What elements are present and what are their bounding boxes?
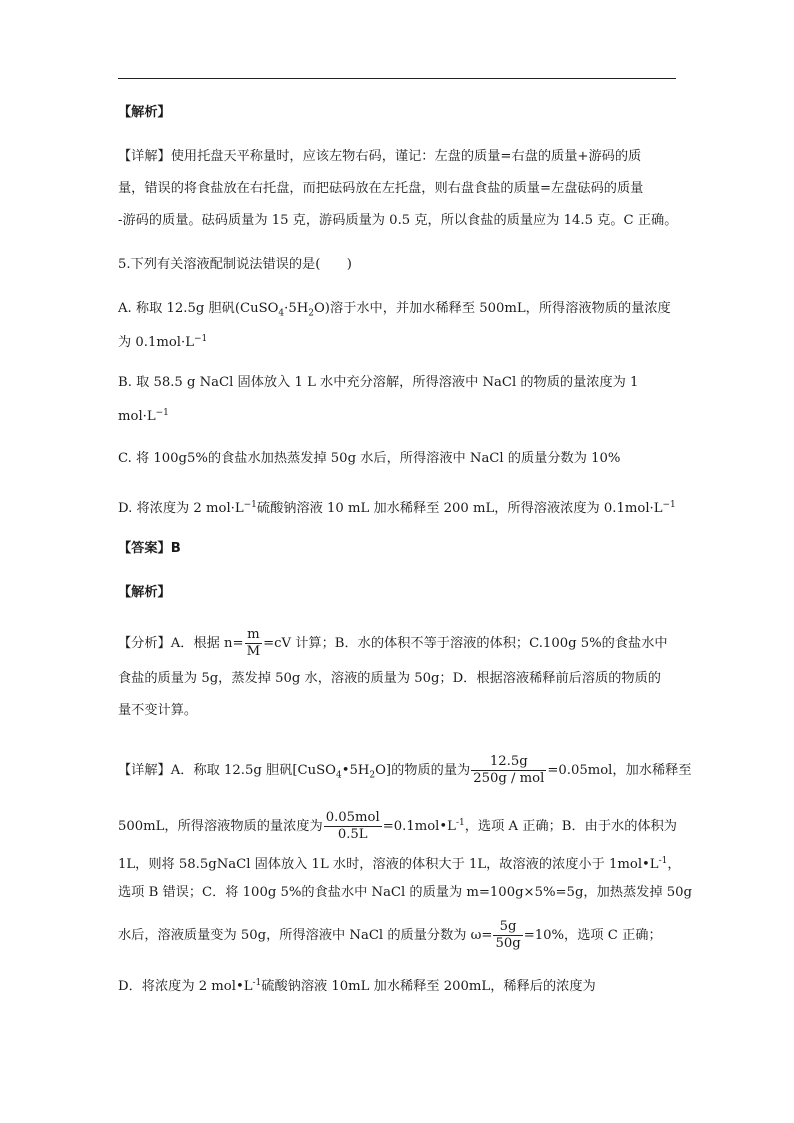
detail-text: =0.05mol，加水稀释至 [547, 763, 692, 778]
superscript: -1 [252, 978, 262, 988]
superscript: −1 [662, 500, 676, 510]
header-rule [118, 78, 676, 79]
prev-detail-line: 量，错误的将食盐放在右托盘，而把砝码放在左托盘，则右盘食盐的质量=左盘砝码的质量 [118, 181, 644, 196]
fraction-numerator: 0.05mol [325, 810, 380, 825]
detail-text: =10%，选项 C 正确； [523, 928, 662, 943]
fraction-denominator: 50g [495, 936, 521, 951]
subscript: 4 [335, 770, 342, 781]
superscript: −1 [243, 500, 257, 510]
superscript: −1 [155, 408, 169, 418]
fraction [245, 627, 263, 660]
fraction-numerator: m [245, 627, 263, 644]
option-b-text: mol·L [118, 409, 156, 424]
detail-text: 水后，溶液质量变为 50g，所得溶液中 NaCl 的质量分数为 ω= [118, 928, 493, 943]
superscript: -1 [455, 818, 465, 828]
option-a-cont [118, 330, 207, 352]
detail-text: =0.1mol•L [382, 819, 456, 834]
prev-detail-line: -游码的质量。砝码质量为 15 克，游码质量为 0.5 克，所以食盐的质量应为 14.5 克。C 正确。 [118, 213, 678, 228]
subscript: 4 [278, 308, 285, 319]
analysis-heading: 【解析】 [118, 585, 171, 600]
option-a-text: A. 称取 12.5g 胆矾(CuSO [118, 301, 279, 316]
superscript: -1 [658, 856, 668, 866]
analysis-text: 【分析】A．根据 n= [118, 636, 244, 651]
analysis-line: 量不变计算。 [118, 703, 198, 718]
analysis-line: 食盐的质量为 5g，蒸发掉 50g 水，溶液的质量为 50g；D．根据溶液稀释前后溶质的物质的 [118, 671, 661, 686]
subscript: 2 [369, 770, 376, 781]
option-a [118, 300, 671, 323]
detail-line [118, 852, 681, 874]
option-a-text: ·5H [284, 301, 309, 316]
fraction-numerator: 12.5g [471, 754, 546, 771]
detail-text: 【详解】A．称取 12.5g 胆矾[CuSO [118, 763, 336, 778]
detail-text: 500mL，所得溶液物质的量浓度为 [118, 819, 323, 834]
fraction-numerator: 5g [493, 919, 522, 936]
fraction-denominator: M [246, 644, 261, 659]
answer: 【答案】B [118, 541, 181, 556]
detail-text: O]的物质的量为 [375, 763, 471, 778]
analysis-text: =cV 计算；B．水的体积不等于溶液的体积；C.100g 5%的食盐水中 [263, 636, 668, 651]
fraction [324, 810, 382, 843]
detail-line [118, 916, 662, 956]
option-d-text: 硫酸钠溶液 10 mL 加水稀释至 200 mL，所得溶液浓度为 0.1mol·L [256, 501, 663, 516]
detail-line [118, 974, 596, 996]
fraction [493, 919, 522, 952]
question-stem: 5.下列有关溶液配制说法错误的是( ) [118, 257, 352, 272]
detail-text: ，选项 A 正确；B．由于水的体积为 [464, 819, 677, 834]
prev-detail-line: 【详解】使用托盘天平称量时，应该左物右码，谨记：左盘的质量=右盘的质量+游码的质 [118, 149, 642, 164]
fraction-denominator: 250g / mol [473, 771, 545, 786]
option-a-text: O)溶于水中，并加水稀释至 500mL，所得溶液物质的量浓度 [313, 301, 671, 316]
option-b-cont [118, 404, 169, 426]
analysis-line [118, 624, 668, 664]
detail-line [118, 750, 692, 797]
superscript: −1 [193, 334, 208, 344]
option-b: B. 取 58.5 g NaCl 固体放入 1 L 水中充分溶解，所得溶液中 NaCl 的物质的量浓度为 1 [118, 375, 639, 390]
detail-line: 选项 B 错误；C．将 100g 5%的食盐水中 NaCl 的质量为 m=100g×5%=5g，加热蒸发掉 50g [118, 885, 692, 900]
detail-text: ， [667, 857, 681, 872]
option-a-text: 为 0.1mol·L [118, 335, 194, 350]
fraction [471, 754, 546, 787]
fraction-denominator: 0.5L [337, 827, 368, 842]
option-c: C. 将 100g5%的食盐水加热蒸发掉 50g 水后，所得溶液中 NaCl 的质量分数为 10% [118, 451, 621, 466]
option-d [118, 496, 676, 518]
subscript: 2 [308, 308, 314, 319]
detail-text: D．将浓度为 2 mol•L [118, 979, 253, 994]
detail-text: 硫酸钠溶液 10mL 加水稀释至 200mL，稀释后的浓度为 [261, 979, 596, 994]
detail-text: 1L，则将 58.5gNaCl 固体放入 1L 水时，溶液的体积大于 1L，故溶液的浓度小于 1mol•L [118, 857, 659, 872]
analysis-heading: 【解析】 [118, 105, 171, 120]
option-d-text: D. 将浓度为 2 mol·L [118, 501, 244, 516]
detail-text: •5H [341, 763, 370, 778]
detail-line [118, 802, 677, 848]
